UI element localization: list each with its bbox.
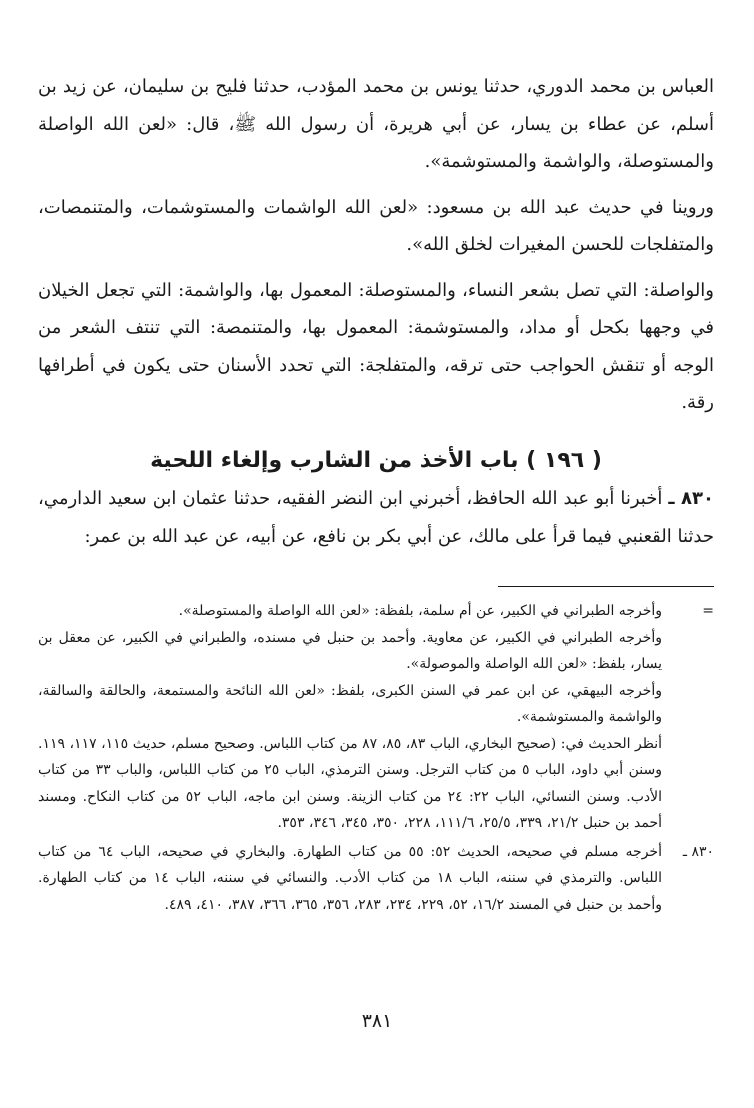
- page-number: ٣٨١: [361, 1010, 393, 1032]
- footnotes: [38, 598, 714, 918]
- footnote-line: أخرجه مسلم في صحيحه، الحديث ٥٢: ٥٥ من كتاب الطهارة. والبخاري في صحيحه، الباب ٦٤ من كتاب اللباس. والترمذي في سننه، الباب ١٨ من كتاب الأدب. والنسائي في سننه، الباب ١٤ من كتاب الطهارة. وأحمد بن حنبل في المسند ١٦/٢، ٥٢، ٢٢٩، ٢٣٤، ٢٨٣، ٣٥٦، ٣٦٥، ٣٦٦، ٣٨٧، ٤١٠، ٤٨٩.: [38, 843, 663, 913]
- hadith-text: أخبرنا أبو عبد الله الحافظ، أخبرني ابن النضر الفقيه، حدثنا عثمان ابن سعيد الدارمي، حدثنا القعنبي فيما قرأ على مالك، عن أبي بكر بن نافع، عن أبيه، عن عبد الله بن عمر:: [38, 488, 714, 547]
- hadith-830: [38, 480, 714, 555]
- hadith-number: ٨٣٠ ـ: [668, 488, 714, 509]
- footnote-marker: =: [702, 603, 714, 619]
- footnote-830: [38, 839, 714, 919]
- footnote-line: وأخرجه البيهقي، عن ابن عمر في السنن الكبرى، بلفظ: «لعن الله النائحة والمستمعة، والحالقة والسالقة، والواشمة والمستوشمة».: [38, 682, 662, 725]
- footnote-separator: [498, 586, 714, 587]
- chapter-heading: ( ١٩٦ ) باب الأخذ من الشارب وإلغاء اللحية: [150, 448, 602, 473]
- footnote-marker: ٨٣٠ ـ: [682, 843, 714, 860]
- footnote-body: [38, 839, 662, 919]
- main-paragraph-3: والواصلة: التي تصل بشعر النساء، والمستوصلة: المعمول بها، والواشمة: التي تجعل الخيلان في وجهها بكحل أو مداد، والمستوشمة: المعمول بها، والمتنمصة: التي تنتف الشعر من الوجه أو تنقش الحواجب حتى ترقه، والمتفلجة: التي تحدد الأسنان حتى يكون في أطرافها رقة.: [38, 279, 714, 413]
- footnote-line: وأخرجه الطبراني في الكبير، عن أم سلمة، بلفظة: «لعن الله الواصلة والمستوصلة».: [178, 603, 662, 619]
- footnote-line: أنظر الحديث في: (صحيح البخاري، الباب ٨٣، ٨٥، ٨٧ من كتاب اللباس. وصحيح مسلم، حديث ١١٥، ١١٧، ١١٩. وسنن أبي داود، الباب ٥ من كتاب الترجل. وسنن الترمذي، الباب ٢٥ من كتاب اللباس، والباب ٣٣ من كتاب الأدب. وسنن النسائي، الباب ٢٢: ٢٤ من كتاب الزينة. وسنن ابن ماجه، الباب ٥٢ من كتاب النكاح. ومسند أحمد بن حنبل ٢١/٢، ٣٣٩، ٢٥/٥، ١١١/٦، ٢٢٨، ٣٥٠، ٣٤٥، ٣٤٦، ٣٥٣.: [38, 735, 663, 831]
- main-paragraph-2: وروينا في حديث عبد الله بن مسعود: «لعن الله الواشمات والمستوشمات، والمتنمصات، والمتفلجات للحسن المغيرات لخلق الله».: [38, 196, 714, 255]
- hadith-paragraph: [38, 480, 714, 555]
- footnote-body: [38, 598, 662, 837]
- footnote-continuation: [38, 598, 714, 837]
- main-text: [38, 68, 714, 422]
- main-paragraph-1: العباس بن محمد الدوري، حدثنا يونس بن محمد المؤدب، حدثنا فليح بن سليمان، عن زيد بن أسلم، عن عطاء بن يسار، عن أبي هريرة، أن رسول الله ﷺ، قال: «لعن الله الواصلة والمستوصلة، والواشمة والمستوشمة».: [38, 76, 714, 172]
- footnote-line: وأخرجه الطبراني في الكبير، عن معاوية. وأحمد بن حنبل في مسنده، والطبراني في الكبير، عن معقل بن يسار، بلفظ: «لعن الله الواصلة والموصولة».: [38, 629, 662, 672]
